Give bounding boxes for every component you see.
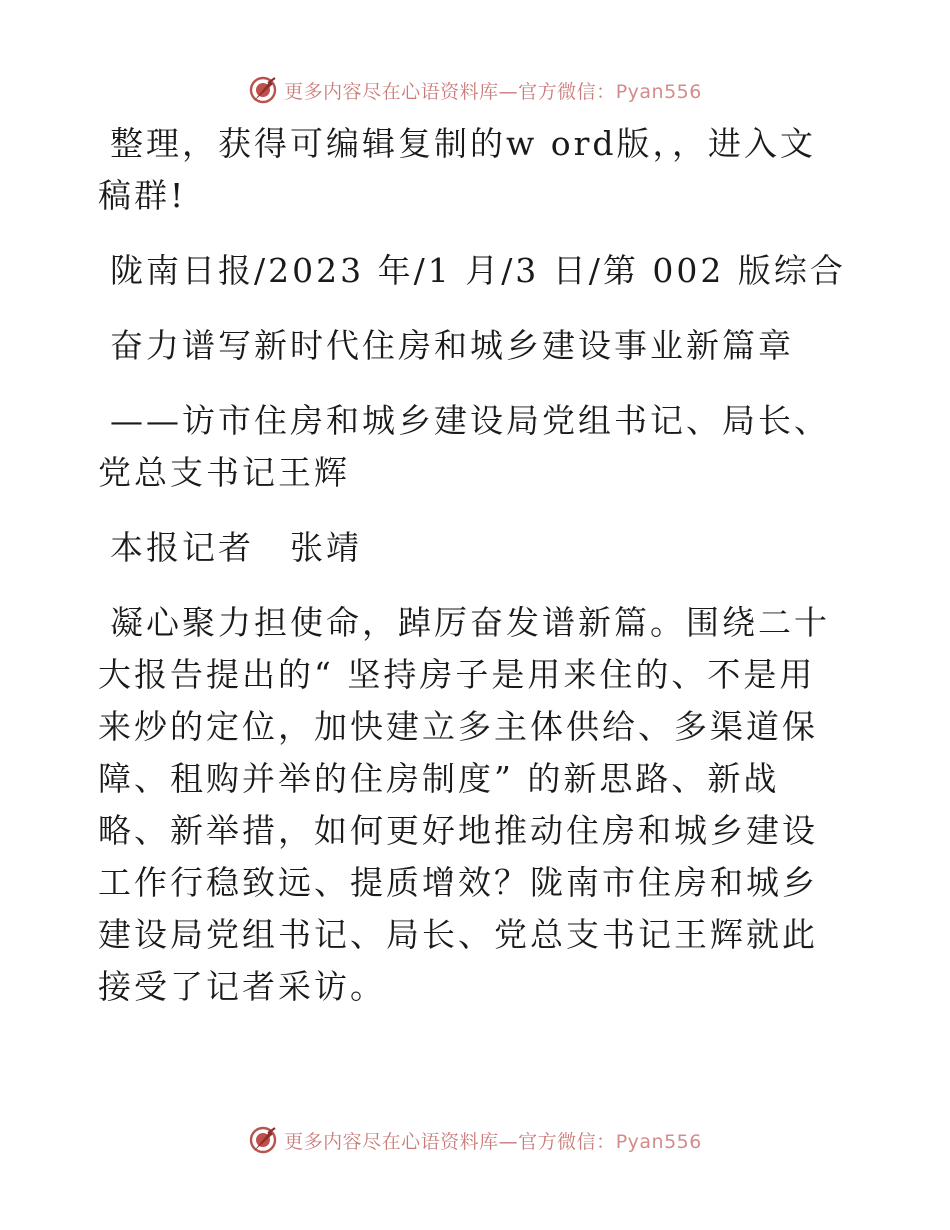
watermark-text [284,77,702,104]
document-body [98,118,850,1036]
body-paragraph: 凝心聚力担使命，踔厉奋发谱新篇。围绕二十大报告提出的“ 坚持房子是用来住的、不是用来炒的定位，加快建立多主体供给、多渠道保障、租购并举的住房制度” 的新思路、新战略、新举措，如何更好地推动住房和城乡建设工作行稳致远、提质增效？陇南市住房和城乡建设局党组书记、局长、党总支书记王辉就此接受了记者采访。 [98,603,830,1006]
watermark-footer [0,1120,950,1160]
watermark-contact-id: Pyan556 [615,80,702,103]
intro-note: 整理，获得可编辑复制的w ord版，，进入文稿群! [98,124,817,215]
byline: 本报记者 张靖 [110,528,362,567]
watermark-contact-label: 官方微信： [518,80,616,103]
watermark-header [0,70,950,110]
watermark-contact-label: 官方微信： [518,1130,616,1153]
watermark-contact-id: Pyan556 [615,1130,702,1153]
watermark-brand: 更多内容尽在心语资料库 [284,1130,499,1153]
article-subtitle: ——访市住房和城乡建设局党组书记、局长、党总支书记王辉 [98,401,830,492]
watermark-separator: — [498,1130,519,1153]
quill-pen-logo-icon [248,75,278,105]
source-line: 陇南日报/2023 年/1 月/3 日/第 002 版综合 [110,251,846,290]
watermark-text [284,1127,702,1154]
quill-pen-logo-icon [248,1125,278,1155]
watermark-separator: — [498,80,519,103]
watermark-brand: 更多内容尽在心语资料库 [284,80,499,103]
article-title: 奋力谱写新时代住房和城乡建设事业新篇章 [110,326,794,365]
